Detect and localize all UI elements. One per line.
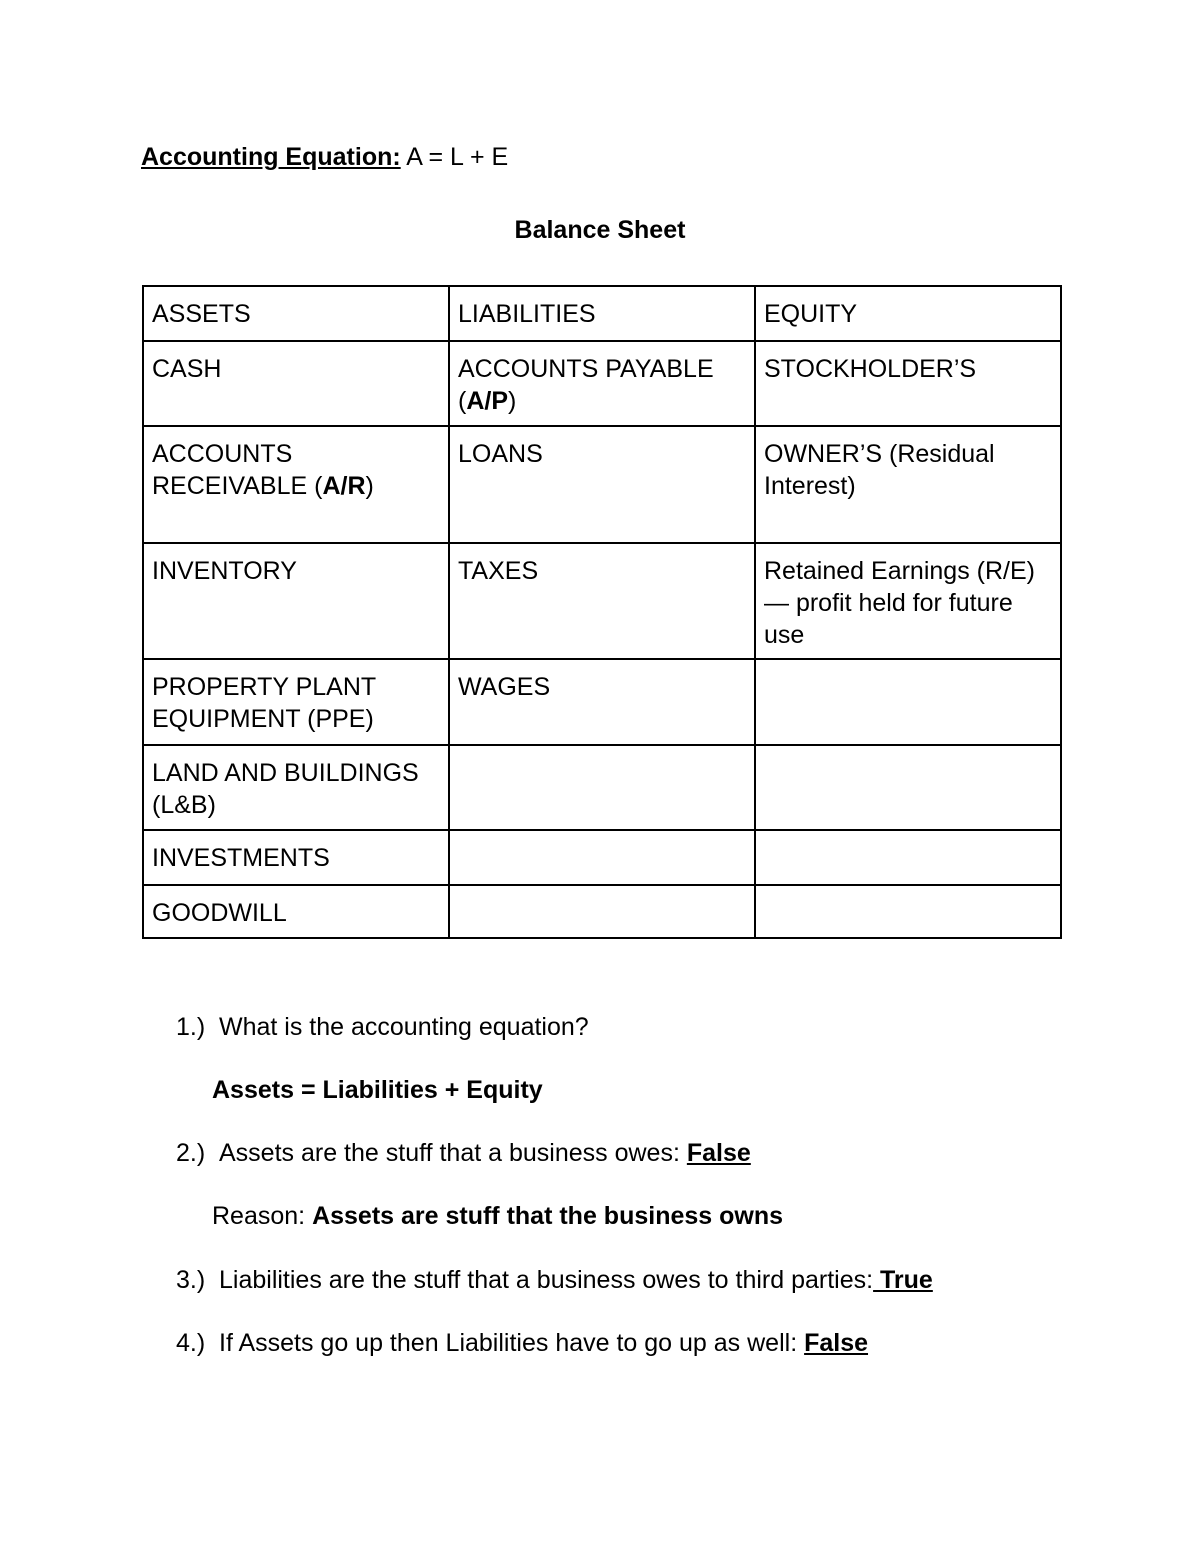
table-row xyxy=(143,341,1061,426)
header-equity: EQUITY xyxy=(755,286,1061,341)
table-row xyxy=(143,426,1061,543)
table-row xyxy=(143,885,1061,938)
question-number: 4.) xyxy=(176,1329,206,1357)
answer: False xyxy=(686,1139,751,1167)
question-text: If Assets go up then Liabilities have to go up as well: xyxy=(219,1329,805,1357)
cell-liabilities xyxy=(449,745,755,830)
answer: False xyxy=(804,1329,869,1357)
answer: True xyxy=(873,1266,933,1294)
question-number: 2.) xyxy=(176,1139,206,1167)
balance-sheet-table xyxy=(142,285,1062,939)
cell-liabilities xyxy=(449,830,755,885)
abbreviation: A/R xyxy=(322,472,366,500)
cell-assets: LAND AND BUILDINGS (L&B) xyxy=(143,745,449,830)
cell-assets: INVESTMENTS xyxy=(143,830,449,885)
cell-liabilities: TAXES xyxy=(449,543,755,659)
cell-assets: GOODWILL xyxy=(143,885,449,938)
reason-2 xyxy=(212,1200,783,1232)
cell-equity xyxy=(755,830,1061,885)
cell-liabilities: LOANS xyxy=(449,426,755,543)
question-3 xyxy=(176,1264,933,1296)
accounting-equation-line xyxy=(141,141,508,173)
cell-liabilities: WAGES xyxy=(449,659,755,745)
cell-equity: Retained Earnings (R/E) — profit held for future use xyxy=(755,543,1061,659)
question-1 xyxy=(176,1011,589,1043)
cell-assets: PROPERTY PLANT EQUIPMENT (PPE) xyxy=(143,659,449,745)
table-row xyxy=(143,745,1061,830)
cell-equity xyxy=(755,745,1061,830)
reason-text: Assets are stuff that the business owns xyxy=(312,1202,784,1230)
table-header-row xyxy=(143,286,1061,341)
cell-liabilities xyxy=(449,341,755,426)
cell-assets: CASH xyxy=(143,341,449,426)
question-text: What is the accounting equation? xyxy=(219,1013,589,1041)
question-number: 1.) xyxy=(176,1013,206,1041)
cell-equity: OWNER’S (Residual Interest) xyxy=(755,426,1061,543)
cell-equity: STOCKHOLDER’S xyxy=(755,341,1061,426)
question-number: 3.) xyxy=(176,1266,206,1294)
cell-text: ACCOUNTS PAYABLE ( xyxy=(458,355,714,415)
question-2 xyxy=(176,1137,751,1169)
equation-label: Accounting Equation: xyxy=(141,143,401,171)
table-row xyxy=(143,830,1061,885)
cell-text-end: ) xyxy=(508,387,517,415)
cell-equity xyxy=(755,659,1061,745)
reason-label: Reason: xyxy=(212,1202,313,1230)
table-row xyxy=(143,543,1061,659)
cell-liabilities xyxy=(449,885,755,938)
cell-text: ACCOUNTS RECEIVABLE ( xyxy=(152,440,323,500)
abbreviation: A/P xyxy=(466,387,509,415)
equation-formula: A = L + E xyxy=(400,143,509,171)
balance-sheet-title: Balance Sheet xyxy=(514,216,686,244)
question-text: Liabilities are the stuff that a business owes to third parties: xyxy=(219,1266,874,1294)
cell-equity xyxy=(755,885,1061,938)
table-row xyxy=(143,659,1061,745)
question-4 xyxy=(176,1327,868,1359)
header-liabilities: LIABILITIES xyxy=(449,286,755,341)
cell-assets xyxy=(143,426,449,543)
answer-1: Assets = Liabilities + Equity xyxy=(212,1076,543,1104)
cell-assets: INVENTORY xyxy=(143,543,449,659)
header-assets: ASSETS xyxy=(143,286,449,341)
question-text: Assets are the stuff that a business owes: xyxy=(219,1139,687,1167)
cell-text-end: ) xyxy=(365,472,374,500)
